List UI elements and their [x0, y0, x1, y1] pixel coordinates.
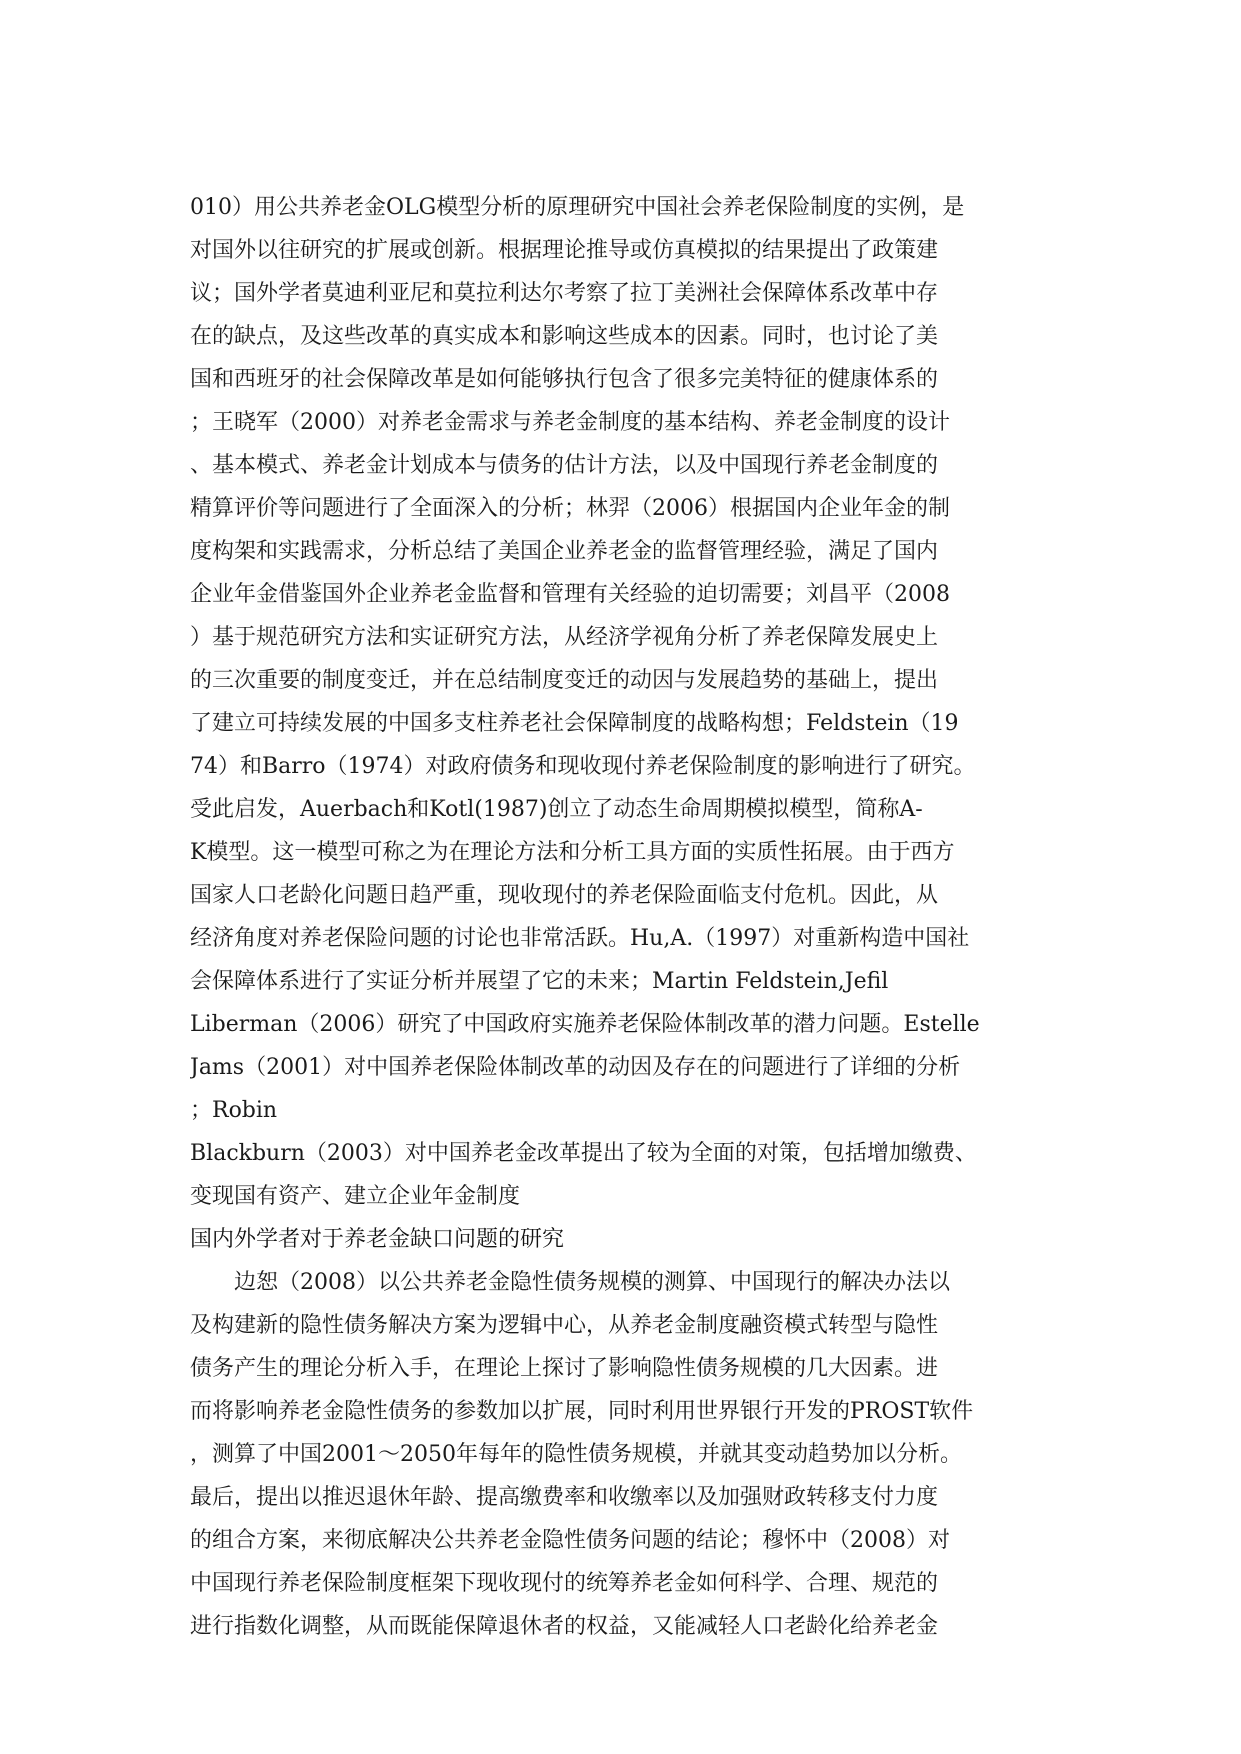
- paragraph-line: 受此启发，Auerbach和Kotl(1987)创立了动态生命周期模拟模型，简称A-: [190, 797, 923, 822]
- paragraph-line: 企业年金借鉴国外企业养老金监督和管理有关经验的迫切需要；刘昌平（2008: [190, 582, 950, 607]
- pension-gap-paragraph: [190, 1261, 1060, 1648]
- literature-review-paragraph: [190, 186, 1060, 1218]
- paragraph-line: Liberman（2006）研究了中国政府实施养老保险体制改革的潜力问题。Estelle: [190, 1012, 980, 1037]
- paragraph-line: 010）用公共养老金OLG模型分析的原理研究中国社会养老保险制度的实例，是: [190, 195, 965, 220]
- paragraph-line: 会保障体系进行了实证分析并展望了它的未来；Martin Feldstein,Jefil: [190, 969, 889, 994]
- paragraph-line: 的组合方案，来彻底解决公共养老金隐性债务问题的结论；穆怀中（2008）对: [190, 1528, 950, 1553]
- document-body: [190, 186, 1060, 1648]
- paragraph-line: 进行指数化调整，从而既能保障退休者的权益，又能减轻人口老龄化给养老金: [190, 1614, 939, 1639]
- paragraph-line: 国家人口老龄化问题日趋严重，现收现付的养老保险面临支付危机。因此，从: [190, 883, 939, 908]
- paragraph-line: K模型。这一模型可称之为在理论方法和分析工具方面的实质性拓展。由于西方: [190, 840, 955, 865]
- paragraph-line: 债务产生的理论分析入手，在理论上探讨了影响隐性债务规模的几大因素。进: [190, 1356, 939, 1381]
- paragraph-line: 对国外以往研究的扩展或创新。根据理论推导或仿真模拟的结果提出了政策建: [190, 238, 939, 263]
- paragraph-line: 而将影响养老金隐性债务的参数加以扩展，同时利用世界银行开发的PROST软件: [190, 1399, 974, 1424]
- paragraph-line: Jams（2001）对中国养老保险体制改革的动因及存在的问题进行了详细的分析: [190, 1055, 961, 1080]
- paragraph-line: 及构建新的隐性债务解决方案为逻辑中心，从养老金制度融资模式转型与隐性: [190, 1313, 939, 1338]
- paragraph-line: 度构架和实践需求，分析总结了美国企业养老金的监督管理经验，满足了国内: [190, 539, 939, 564]
- paragraph-line: 在的缺点，及这些改革的真实成本和影响这些成本的因素。同时，也讨论了美: [190, 324, 939, 349]
- paragraph-line: Blackburn（2003）对中国养老金改革提出了较为全面的对策，包括增加缴费、: [190, 1141, 977, 1166]
- paragraph-line: 变现国有资产、建立企业年金制度: [190, 1184, 521, 1209]
- paragraph-line: 国和西班牙的社会保障改革是如何能够执行包含了很多完美特征的健康体系的: [190, 367, 939, 392]
- paragraph-line: ；王晓军（2000）对养老金需求与养老金制度的基本结构、养老金制度的设计: [190, 410, 950, 435]
- paragraph-line: 的三次重要的制度变迁，并在总结制度变迁的动因与发展趋势的基础上，提出: [190, 668, 939, 693]
- paragraph-line: 了建立可持续发展的中国多支柱养老社会保障制度的战略构想；Feldstein（19: [190, 711, 959, 736]
- paragraph-line: 中国现行养老保险制度框架下现收现付的统筹养老金如何科学、合理、规范的: [190, 1571, 939, 1596]
- paragraph-line: 经济角度对养老保险问题的讨论也非常活跃。Hu,A.（1997）对重新构造中国社: [190, 926, 970, 951]
- paragraph-line: ，测算了中国2001～2050年每年的隐性债务规模，并就其变动趋势加以分析。: [190, 1442, 962, 1467]
- paragraph-line: 、基本模式、养老金计划成本与债务的估计方法，以及中国现行养老金制度的: [190, 453, 939, 478]
- paragraph-line: ；Robin: [190, 1098, 278, 1123]
- section-heading: 国内外学者对于养老金缺口问题的研究: [190, 1227, 565, 1252]
- paragraph-line: 最后，提出以推迟退休年龄、提高缴费率和收缴率以及加强财政转移支付力度: [190, 1485, 939, 1510]
- paragraph-line: 精算评价等问题进行了全面深入的分析；林羿（2006）根据国内企业年金的制: [190, 496, 950, 521]
- paragraph-line: 议；国外学者莫迪利亚尼和莫拉利达尔考察了拉丁美洲社会保障体系改革中存: [190, 281, 939, 306]
- paragraph-line: ）基于规范研究方法和实证研究方法，从经济学视角分析了养老保障发展史上: [190, 625, 939, 650]
- paragraph-line: 74）和Barro（1974）对政府债务和现收现付养老保险制度的影响进行了研究。: [190, 754, 976, 779]
- paragraph-line: 边恕（2008）以公共养老金隐性债务规模的测算、中国现行的解决办法以: [234, 1270, 950, 1295]
